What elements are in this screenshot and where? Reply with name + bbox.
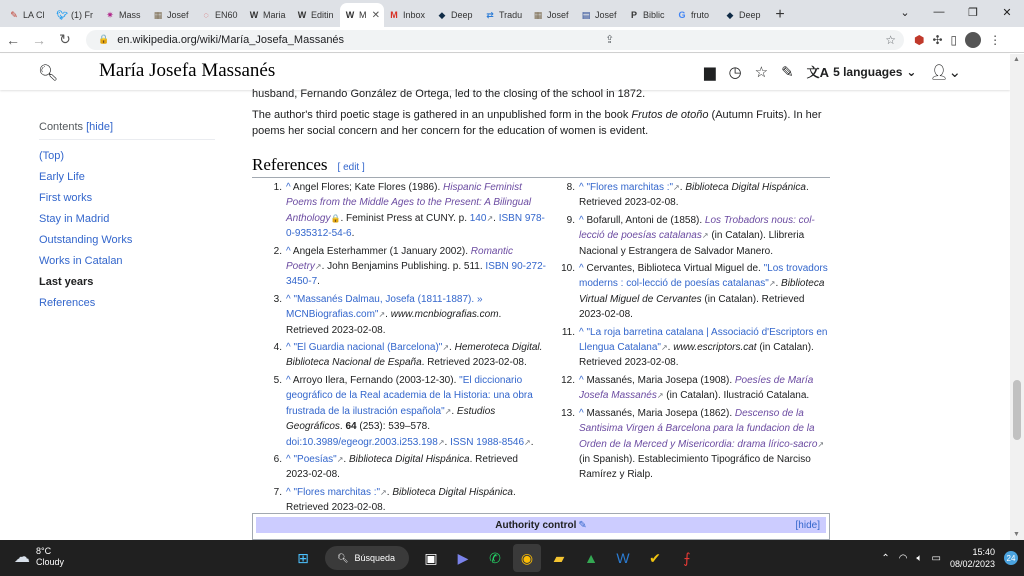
tray-chevron-icon[interactable]: ⌃ <box>881 552 890 564</box>
edit-pencil-icon[interactable]: ✎ <box>578 519 587 531</box>
twitter-icon: 🐦︎ <box>56 9 68 20</box>
list-item: 6. ^ "Poesías"↗. Biblioteca Digital Hispánica. Retrieved 2023-02-08. <box>273 453 518 481</box>
tab-title: Editin <box>311 10 334 20</box>
new-tab-button[interactable]: + <box>775 6 785 23</box>
restore-icon[interactable]: ❐ <box>968 6 978 19</box>
toc-item[interactable]: Stay in Madrid <box>39 213 110 225</box>
tab-title: Mass <box>119 10 141 20</box>
list-item: 5. ^ Arroyo Ilera, Fernando (2003-12-30). "El diccionario geográfico de la Real academia de la Historia: una obra frustrada de la ilustración española"↗. Estudios Geográficos. 64 (253): 539–578. doi:10.3989/egeogr.2003.i253.198↗. ISSN 1988-8546↗. <box>273 374 534 448</box>
share-icon[interactable]: ⇪ <box>605 34 615 46</box>
scroll-down-icon[interactable]: ▼ <box>1013 531 1020 538</box>
paragraph-tail: husband, Fernando González de Ortega, led to the closing of the school in 1872. <box>252 88 646 100</box>
tab-title: Deep <box>451 10 473 20</box>
browser-tab[interactable] <box>720 3 768 27</box>
deepl-icon: ◆ <box>438 9 446 20</box>
menu-kebab-icon[interactable]: ⋮ <box>989 32 1002 47</box>
teams-icon[interactable]: ▶ <box>457 549 469 566</box>
side-panel-icon[interactable]: ▯ <box>950 32 958 47</box>
volume-icon[interactable]: 🔈︎ <box>916 552 923 564</box>
references-column-left <box>264 180 546 516</box>
list-item: 13. ^ Massanés, Maria Josepa (1862). Descenso de la Santisima Virgen á Barcelona para la fundacion de la Orden de la Merced y Misericordia: drama lírico-sacro↗ (in Spanish). Establecimiento Tipográfico de Narciso Ramírez y Rialp. <box>561 407 825 481</box>
browser-tab[interactable] <box>384 3 432 27</box>
clock[interactable] <box>950 546 995 570</box>
acrobat-icon[interactable]: ⨍ <box>683 549 691 566</box>
browser-tab[interactable] <box>100 3 148 27</box>
authority-control-box <box>252 513 830 540</box>
tab-title: Deep <box>739 10 761 20</box>
profile-avatar[interactable] <box>965 32 981 48</box>
languages-label: 5 languages <box>833 64 903 79</box>
toc-heading: Contents [hide] <box>39 121 215 140</box>
tab-title: Biblic <box>643 10 665 20</box>
list-item: 7. ^ "Flores marchitas :"↗. Biblioteca Digital Hispánica. Retrieved 2023-02-08. <box>273 486 516 514</box>
authority-title: Authority control <box>495 519 577 531</box>
browser-tab[interactable] <box>244 3 292 27</box>
bne-icon: ▤ <box>581 9 591 20</box>
toc-item[interactable]: Last years <box>39 276 94 288</box>
deepl-icon: ◆ <box>726 9 734 20</box>
toc-item[interactable]: References <box>39 297 96 309</box>
taskbar-apps <box>289 544 701 572</box>
references-column-right <box>557 180 831 483</box>
edit-pencil-icon[interactable]: ✎ <box>781 63 794 81</box>
address-bar[interactable] <box>86 30 904 50</box>
wikipedia-icon: W <box>249 9 259 20</box>
toc-item[interactable]: Early Life <box>39 171 85 183</box>
star-icon: ✷ <box>106 9 114 20</box>
wifi-icon[interactable]: ◠ <box>898 552 908 564</box>
browser-tab[interactable] <box>576 3 624 27</box>
browser-tab[interactable] <box>52 3 100 27</box>
forward-icon[interactable]: → <box>32 31 46 48</box>
toc-item[interactable]: Works in Catalan <box>39 255 123 267</box>
toc-item[interactable]: Outstanding Works <box>39 234 133 246</box>
google-icon: G <box>678 9 686 20</box>
scribble-icon: ✎ <box>10 9 18 20</box>
list-item: 11. ^ "La roja barretina catalana | Associació d'Escriptors en Llengua Catalana"↗. www.escriptors.cat (in Catalan). Retrieved 2023-02-08. <box>561 326 828 369</box>
scroll-up-icon[interactable]: ▲ <box>1013 56 1020 63</box>
extensions-area <box>914 32 1001 48</box>
battery-icon[interactable]: ▭ <box>931 552 941 564</box>
minimize-icon[interactable]: — <box>933 6 945 18</box>
p-icon: P <box>630 9 637 20</box>
watch-star-icon[interactable]: ☆ <box>754 63 769 81</box>
tab-title: EN60 <box>215 10 238 20</box>
windows-taskbar <box>0 540 1024 576</box>
start-icon[interactable]: ⊞ <box>297 549 309 566</box>
references-heading <box>252 155 830 178</box>
tab-title: Josef <box>547 10 569 20</box>
list-item: 8. ^ "Flores marchitas :"↗. Biblioteca Digital Hispánica. Retrieved 2023-02-08. <box>566 182 809 209</box>
google-drive-icon[interactable]: ▲ <box>584 550 598 566</box>
authority-control-bar <box>256 517 826 533</box>
toc-item[interactable]: (Top) <box>39 150 65 162</box>
toc-item[interactable]: First works <box>39 192 93 204</box>
browser-tab-strip <box>0 0 1024 27</box>
date: 08/02/2023 <box>949 559 995 569</box>
browser-tab[interactable] <box>196 3 244 27</box>
tab-title: M <box>359 10 367 20</box>
edit-section-link[interactable]: [ edit ] <box>337 162 365 173</box>
page-title: María Josefa Massanés <box>99 60 276 81</box>
chevron-down-icon: ⌄ <box>906 64 917 79</box>
list-item: 12. ^ Massanés, Maria Josepa (1908). Poesíes de María Josefa Massanés↗ (in Catalan). Ilustració Catalana. <box>561 374 814 402</box>
wikipedia-icon: W <box>345 9 355 20</box>
paragraph-last-years: The author's third poetic stage is gathered in an unpublished form in the book Frutos de otoño (Autumn Fruits). In her poems her social concern and her concern for the education of women is evident. <box>252 109 822 137</box>
weather-text: Cloudy <box>36 557 65 567</box>
browser-tab[interactable] <box>148 3 196 27</box>
user-icon[interactable]: 👤︎⌄ <box>929 63 962 81</box>
authority-hide[interactable]: [hide] <box>795 519 820 531</box>
tab-title: LA Cl <box>23 10 45 20</box>
notes-icon[interactable]: ✔ <box>649 549 661 566</box>
scroll-thumb[interactable] <box>1013 380 1021 440</box>
tab-title: Josef <box>167 10 189 20</box>
browser-tab[interactable] <box>432 3 480 27</box>
tab-title: Josef <box>595 10 617 20</box>
talk-icon[interactable]: ▆ <box>704 63 716 81</box>
browser-tab[interactable] <box>292 3 340 27</box>
list-item: 4. ^ "El Guardia nacional (Barcelona)"↗. Hemeroteca Digital. Biblioteca Nacional de España. Retrieved 2023-02-08. <box>273 342 543 369</box>
url-text: en.wikipedia.org/wiki/María_Josefa_Massanés <box>117 33 345 46</box>
system-tray <box>881 546 1018 570</box>
puzzle-icon[interactable]: ✣ <box>932 32 943 47</box>
close-window-icon[interactable]: ✕ <box>1002 6 1012 19</box>
tab-title: Inbox <box>403 10 426 20</box>
back-icon[interactable]: ← <box>6 31 20 48</box>
library-icon: ▦ <box>533 9 543 20</box>
table-of-contents <box>39 121 215 314</box>
cloud-icon: ☁ <box>14 548 30 566</box>
search-icon: 🔍︎ <box>337 552 349 563</box>
translate-icon: ⇄ <box>486 9 494 20</box>
browser-tab[interactable] <box>340 3 384 27</box>
toc-hide-link[interactable]: [hide] <box>86 121 114 133</box>
temperature: 8°C <box>36 546 52 556</box>
list-item: 10. ^ Cervantes, Biblioteca Virtual Miguel de. "Los trovadors moderns : col-lecció de poesías catalanas"↗. Biblioteca Virtual Miguel de Cervantes (in Catalan). Retrieved 2023-02-08. <box>561 263 828 321</box>
list-item: 9. ^ Bofarull, Antoni de (1858). Los Trobadors nous: col-lecció de poesías catalanas↗ (in Catalan). Llibreria Nacional y Estrangera de Salvador Manero. <box>566 214 815 257</box>
task-view-icon[interactable]: ▣ <box>424 549 438 566</box>
header-tools <box>704 62 961 81</box>
browser-tab[interactable] <box>528 3 576 27</box>
tab-title: fruto <box>691 10 710 20</box>
bookmark-star-icon[interactable]: ☆ <box>885 32 896 47</box>
search-icon[interactable]: 🔍︎ <box>38 65 59 82</box>
gmail-icon: M <box>390 9 398 20</box>
history-icon[interactable]: ◷ <box>728 63 742 81</box>
tab-title: Maria <box>263 10 286 20</box>
window-controls <box>888 0 1024 24</box>
browser-tab[interactable] <box>624 3 672 27</box>
ring-icon: ◌ <box>203 9 209 20</box>
tab-title: Tradu <box>499 10 523 20</box>
reload-icon[interactable]: ↻ <box>59 31 71 47</box>
references-title: References <box>252 155 328 174</box>
extension-badge-icon[interactable]: ⬢ <box>914 32 925 47</box>
taskbar-search[interactable] <box>325 546 409 570</box>
weather-widget[interactable] <box>14 546 64 568</box>
file-explorer-icon[interactable]: ▰ <box>553 549 565 566</box>
list-item: 1. ^ Angel Flores; Kate Flores (1986). Hispanic Feminist Poems from the Middle Ages to the Present: A Bilingual Anthology🔒. Feminist Press at CUNY. p. 140↗. ISBN 978-0-935312-54-6. <box>273 182 545 240</box>
list-item: 3. ^ "Massanés Dalmau, Josefa (1811-1887). » MCNBiografias.com"↗. www.mcnbiografias.com. Retrieved 2023-02-08. <box>273 293 502 336</box>
search-label: Búsqueda <box>354 553 395 563</box>
authority-hide-link[interactable] <box>796 520 820 531</box>
browser-toolbar <box>0 27 1024 53</box>
tab-title: (1) Fr <box>71 10 93 20</box>
translate-icon: 文A <box>806 65 830 80</box>
chrome-icon[interactable]: ◉ <box>513 544 541 572</box>
tab-search-icon[interactable]: ⌄ <box>900 6 910 19</box>
list-item: 2. ^ Angela Esterhammer (1 January 2002). Romantic Poetry↗. John Benjamins Publishing. p. 511. ISBN 90-272-3450-7. <box>273 245 547 288</box>
browser-tab[interactable] <box>480 3 528 27</box>
close-tab-icon[interactable]: ✕ <box>371 9 380 21</box>
wiki-sticky-header <box>0 54 1010 90</box>
notification-badge[interactable]: 24 <box>1004 551 1018 565</box>
time: 15:40 <box>972 547 995 557</box>
page-scrollbar[interactable] <box>1010 54 1024 540</box>
browser-tab[interactable] <box>4 3 52 27</box>
whatsapp-icon[interactable]: ✆ <box>489 549 501 566</box>
language-button[interactable] <box>807 62 917 81</box>
word-icon[interactable]: W <box>616 550 630 566</box>
browser-tab[interactable] <box>672 3 720 27</box>
lock-icon[interactable]: 🔒 <box>98 34 110 44</box>
library-icon: ▦ <box>153 9 163 20</box>
wikipedia-icon: W <box>297 9 307 20</box>
